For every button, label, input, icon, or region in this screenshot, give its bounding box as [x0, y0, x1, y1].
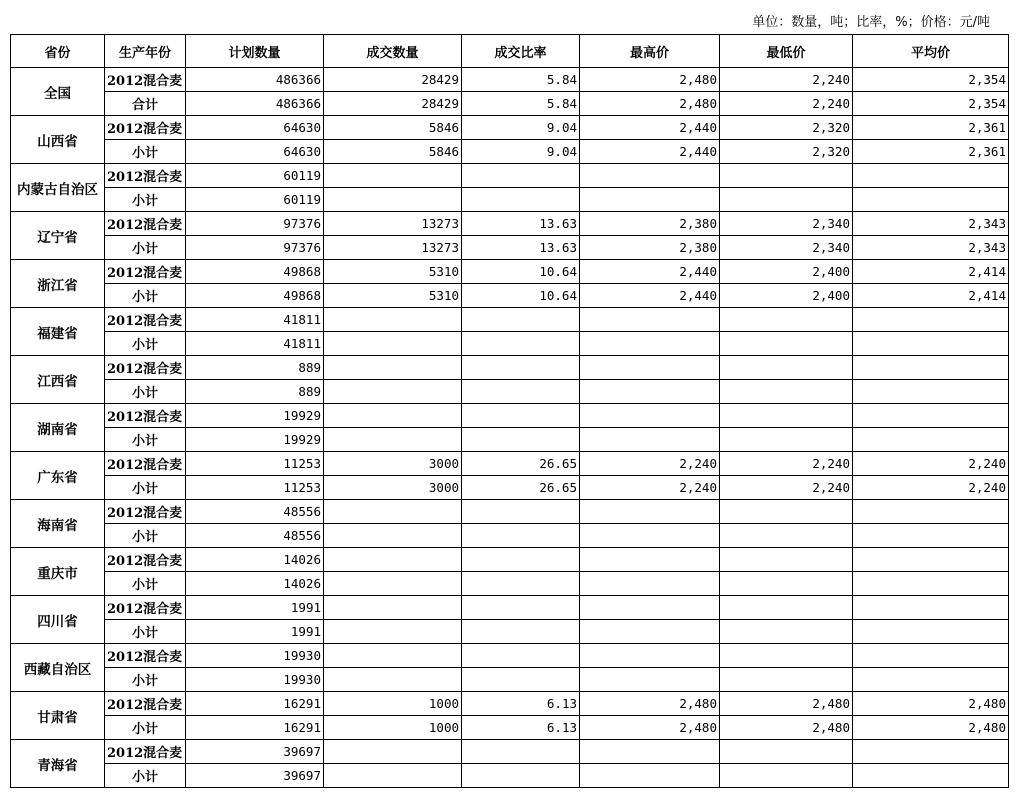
column-header: 生产年份 — [105, 35, 186, 68]
avg-cell — [853, 188, 1009, 212]
year-cell: 小计 — [105, 716, 186, 740]
plan-cell: 64630 — [186, 116, 324, 140]
table-row — [11, 548, 1009, 572]
min-cell — [720, 740, 853, 764]
deal-cell: 28429 — [324, 68, 462, 92]
plan-cell: 97376 — [186, 212, 324, 236]
table-row — [11, 620, 1009, 644]
table-row — [11, 572, 1009, 596]
deal-cell — [324, 308, 462, 332]
column-header: 最低价 — [720, 35, 853, 68]
avg-cell: 2,361 — [853, 140, 1009, 164]
avg-cell — [853, 500, 1009, 524]
max-cell: 2,240 — [580, 476, 720, 500]
year-cell: 小计 — [105, 668, 186, 692]
year-cell: 小计 — [105, 332, 186, 356]
province-cell: 甘肃省 — [11, 692, 105, 740]
max-cell — [580, 764, 720, 788]
ratio-cell: 5.84 — [462, 92, 580, 116]
deal-cell: 13273 — [324, 212, 462, 236]
max-cell — [580, 188, 720, 212]
max-cell — [580, 668, 720, 692]
min-cell: 2,400 — [720, 260, 853, 284]
year-cell: 小计 — [105, 140, 186, 164]
avg-cell — [853, 596, 1009, 620]
year-cell: 合计 — [105, 92, 186, 116]
max-cell — [580, 524, 720, 548]
ratio-cell — [462, 380, 580, 404]
avg-cell: 2,414 — [853, 284, 1009, 308]
table-row — [11, 332, 1009, 356]
column-header: 成交比率 — [462, 35, 580, 68]
table-row — [11, 716, 1009, 740]
min-cell — [720, 644, 853, 668]
plan-cell: 41811 — [186, 308, 324, 332]
ratio-cell — [462, 164, 580, 188]
year-cell: 2012混合麦 — [105, 164, 186, 188]
min-cell — [720, 332, 853, 356]
year-cell: 2012混合麦 — [105, 500, 186, 524]
ratio-cell: 26.65 — [462, 452, 580, 476]
avg-cell — [853, 308, 1009, 332]
avg-cell — [853, 572, 1009, 596]
deal-cell: 5310 — [324, 260, 462, 284]
ratio-cell: 13.63 — [462, 236, 580, 260]
ratio-cell — [462, 548, 580, 572]
plan-cell: 889 — [186, 356, 324, 380]
year-cell: 小计 — [105, 620, 186, 644]
ratio-cell: 9.04 — [462, 140, 580, 164]
header-row — [11, 35, 1009, 68]
year-cell: 2012混合麦 — [105, 308, 186, 332]
min-cell: 2,480 — [720, 692, 853, 716]
deal-cell — [324, 500, 462, 524]
max-cell — [580, 596, 720, 620]
plan-cell: 39697 — [186, 740, 324, 764]
max-cell: 2,440 — [580, 260, 720, 284]
year-cell: 2012混合麦 — [105, 692, 186, 716]
year-cell: 2012混合麦 — [105, 740, 186, 764]
year-cell: 2012混合麦 — [105, 116, 186, 140]
year-cell: 小计 — [105, 236, 186, 260]
min-cell — [720, 164, 853, 188]
max-cell — [580, 620, 720, 644]
year-cell: 2012混合麦 — [105, 260, 186, 284]
ratio-cell — [462, 500, 580, 524]
ratio-cell: 6.13 — [462, 716, 580, 740]
year-cell: 小计 — [105, 524, 186, 548]
ratio-cell — [462, 332, 580, 356]
avg-cell — [853, 764, 1009, 788]
table-row — [11, 188, 1009, 212]
plan-cell: 49868 — [186, 284, 324, 308]
province-cell: 山西省 — [11, 116, 105, 164]
deal-cell: 5846 — [324, 116, 462, 140]
avg-cell: 2,354 — [853, 68, 1009, 92]
table-row — [11, 140, 1009, 164]
min-cell: 2,240 — [720, 452, 853, 476]
plan-cell: 16291 — [186, 716, 324, 740]
year-cell: 2012混合麦 — [105, 212, 186, 236]
deal-cell: 1000 — [324, 692, 462, 716]
avg-cell — [853, 164, 1009, 188]
year-cell: 小计 — [105, 428, 186, 452]
table-row — [11, 380, 1009, 404]
table-row — [11, 596, 1009, 620]
province-cell: 福建省 — [11, 308, 105, 356]
min-cell: 2,320 — [720, 116, 853, 140]
deal-cell — [324, 356, 462, 380]
plan-cell: 19930 — [186, 644, 324, 668]
table-row — [11, 308, 1009, 332]
table-row — [11, 644, 1009, 668]
max-cell — [580, 356, 720, 380]
avg-cell — [853, 380, 1009, 404]
max-cell: 2,380 — [580, 212, 720, 236]
year-cell: 小计 — [105, 476, 186, 500]
min-cell: 2,340 — [720, 236, 853, 260]
deal-cell: 13273 — [324, 236, 462, 260]
min-cell — [720, 548, 853, 572]
max-cell: 2,480 — [580, 68, 720, 92]
province-cell: 内蒙古自治区 — [11, 164, 105, 212]
table-row — [11, 668, 1009, 692]
year-cell: 小计 — [105, 284, 186, 308]
avg-cell — [853, 428, 1009, 452]
plan-cell: 41811 — [186, 332, 324, 356]
plan-cell: 14026 — [186, 548, 324, 572]
min-cell: 2,400 — [720, 284, 853, 308]
max-cell: 2,480 — [580, 92, 720, 116]
deal-cell: 3000 — [324, 452, 462, 476]
min-cell — [720, 308, 853, 332]
plan-cell: 11253 — [186, 452, 324, 476]
avg-cell — [853, 740, 1009, 764]
min-cell: 2,240 — [720, 68, 853, 92]
year-cell: 小计 — [105, 188, 186, 212]
deal-cell — [324, 596, 462, 620]
auction-result-table — [10, 34, 1009, 788]
min-cell — [720, 524, 853, 548]
deal-cell: 28429 — [324, 92, 462, 116]
plan-cell: 49868 — [186, 260, 324, 284]
deal-cell — [324, 164, 462, 188]
table-row — [11, 764, 1009, 788]
max-cell — [580, 404, 720, 428]
avg-cell: 2,240 — [853, 452, 1009, 476]
ratio-cell: 9.04 — [462, 116, 580, 140]
max-cell — [580, 740, 720, 764]
deal-cell — [324, 188, 462, 212]
plan-cell: 1991 — [186, 596, 324, 620]
min-cell — [720, 356, 853, 380]
province-cell: 青海省 — [11, 740, 105, 788]
plan-cell: 19929 — [186, 404, 324, 428]
table-row — [11, 452, 1009, 476]
table-row — [11, 236, 1009, 260]
ratio-cell — [462, 620, 580, 644]
max-cell — [580, 380, 720, 404]
ratio-cell — [462, 428, 580, 452]
table-row — [11, 356, 1009, 380]
deal-cell — [324, 644, 462, 668]
deal-cell: 5310 — [324, 284, 462, 308]
table-row — [11, 692, 1009, 716]
column-header: 成交数量 — [324, 35, 462, 68]
province-cell: 广东省 — [11, 452, 105, 500]
plan-cell: 60119 — [186, 164, 324, 188]
max-cell — [580, 308, 720, 332]
deal-cell — [324, 668, 462, 692]
year-cell: 2012混合麦 — [105, 644, 186, 668]
column-header: 计划数量 — [186, 35, 324, 68]
plan-cell: 889 — [186, 380, 324, 404]
avg-cell — [853, 404, 1009, 428]
table-row — [11, 740, 1009, 764]
table-row — [11, 92, 1009, 116]
max-cell — [580, 428, 720, 452]
ratio-cell — [462, 524, 580, 548]
max-cell: 2,440 — [580, 140, 720, 164]
plan-cell: 16291 — [186, 692, 324, 716]
province-cell: 全国 — [11, 68, 105, 116]
min-cell — [720, 188, 853, 212]
plan-cell: 19929 — [186, 428, 324, 452]
min-cell: 2,320 — [720, 140, 853, 164]
plan-cell: 486366 — [186, 92, 324, 116]
avg-cell: 2,414 — [853, 260, 1009, 284]
table-row — [11, 260, 1009, 284]
ratio-cell: 10.64 — [462, 284, 580, 308]
min-cell — [720, 380, 853, 404]
ratio-cell — [462, 764, 580, 788]
plan-cell: 1991 — [186, 620, 324, 644]
deal-cell — [324, 332, 462, 356]
year-cell: 小计 — [105, 764, 186, 788]
min-cell — [720, 428, 853, 452]
max-cell — [580, 332, 720, 356]
ratio-cell — [462, 740, 580, 764]
province-cell: 西藏自治区 — [11, 644, 105, 692]
deal-cell: 3000 — [324, 476, 462, 500]
avg-cell: 2,361 — [853, 116, 1009, 140]
min-cell: 2,240 — [720, 476, 853, 500]
max-cell — [580, 164, 720, 188]
unit-note: 单位：数量，吨；比率，%；价格：元/吨 — [752, 15, 990, 30]
province-cell: 湖南省 — [11, 404, 105, 452]
ratio-cell — [462, 668, 580, 692]
max-cell: 2,240 — [580, 452, 720, 476]
year-cell: 2012混合麦 — [105, 452, 186, 476]
table-row — [11, 428, 1009, 452]
avg-cell — [853, 620, 1009, 644]
max-cell: 2,480 — [580, 692, 720, 716]
deal-cell: 1000 — [324, 716, 462, 740]
ratio-cell: 26.65 — [462, 476, 580, 500]
ratio-cell — [462, 356, 580, 380]
avg-cell — [853, 524, 1009, 548]
table-row — [11, 284, 1009, 308]
min-cell: 2,240 — [720, 92, 853, 116]
year-cell: 2012混合麦 — [105, 548, 186, 572]
deal-cell — [324, 548, 462, 572]
max-cell: 2,440 — [580, 116, 720, 140]
table-row — [11, 404, 1009, 428]
deal-cell — [324, 428, 462, 452]
deal-cell: 5846 — [324, 140, 462, 164]
avg-cell: 2,343 — [853, 212, 1009, 236]
avg-cell: 2,354 — [853, 92, 1009, 116]
province-cell: 四川省 — [11, 596, 105, 644]
table-row — [11, 500, 1009, 524]
plan-cell: 64630 — [186, 140, 324, 164]
min-cell — [720, 764, 853, 788]
ratio-cell — [462, 572, 580, 596]
ratio-cell: 6.13 — [462, 692, 580, 716]
year-cell: 小计 — [105, 572, 186, 596]
max-cell — [580, 500, 720, 524]
year-cell: 2012混合麦 — [105, 356, 186, 380]
min-cell — [720, 596, 853, 620]
ratio-cell: 13.63 — [462, 212, 580, 236]
province-cell: 重庆市 — [11, 548, 105, 596]
ratio-cell — [462, 644, 580, 668]
deal-cell — [324, 404, 462, 428]
max-cell — [580, 572, 720, 596]
min-cell: 2,340 — [720, 212, 853, 236]
max-cell — [580, 548, 720, 572]
max-cell: 2,440 — [580, 284, 720, 308]
province-cell: 辽宁省 — [11, 212, 105, 260]
avg-cell — [853, 644, 1009, 668]
plan-cell: 39697 — [186, 764, 324, 788]
avg-cell: 2,343 — [853, 236, 1009, 260]
table-row — [11, 524, 1009, 548]
ratio-cell: 5.84 — [462, 68, 580, 92]
ratio-cell — [462, 188, 580, 212]
year-cell: 2012混合麦 — [105, 68, 186, 92]
min-cell: 2,480 — [720, 716, 853, 740]
year-cell: 2012混合麦 — [105, 404, 186, 428]
column-header: 平均价 — [853, 35, 1009, 68]
min-cell — [720, 620, 853, 644]
plan-cell: 14026 — [186, 572, 324, 596]
max-cell: 2,380 — [580, 236, 720, 260]
province-cell: 江西省 — [11, 356, 105, 404]
ratio-cell — [462, 308, 580, 332]
min-cell — [720, 572, 853, 596]
min-cell — [720, 404, 853, 428]
table-row — [11, 212, 1009, 236]
table-row — [11, 164, 1009, 188]
deal-cell — [324, 524, 462, 548]
plan-cell: 11253 — [186, 476, 324, 500]
ratio-cell: 10.64 — [462, 260, 580, 284]
plan-cell: 97376 — [186, 236, 324, 260]
deal-cell — [324, 764, 462, 788]
plan-cell: 48556 — [186, 524, 324, 548]
deal-cell — [324, 380, 462, 404]
plan-cell: 19930 — [186, 668, 324, 692]
min-cell — [720, 668, 853, 692]
avg-cell — [853, 668, 1009, 692]
max-cell: 2,480 — [580, 716, 720, 740]
avg-cell — [853, 332, 1009, 356]
avg-cell — [853, 356, 1009, 380]
avg-cell: 2,240 — [853, 476, 1009, 500]
table-row — [11, 68, 1009, 92]
table-row — [11, 476, 1009, 500]
province-cell: 海南省 — [11, 500, 105, 548]
ratio-cell — [462, 404, 580, 428]
deal-cell — [324, 620, 462, 644]
column-header: 最高价 — [580, 35, 720, 68]
deal-cell — [324, 572, 462, 596]
ratio-cell — [462, 596, 580, 620]
plan-cell: 486366 — [186, 68, 324, 92]
plan-cell: 60119 — [186, 188, 324, 212]
plan-cell: 48556 — [186, 500, 324, 524]
year-cell: 小计 — [105, 380, 186, 404]
max-cell — [580, 644, 720, 668]
min-cell — [720, 500, 853, 524]
table-row — [11, 116, 1009, 140]
deal-cell — [324, 740, 462, 764]
year-cell: 2012混合麦 — [105, 596, 186, 620]
avg-cell — [853, 548, 1009, 572]
column-header: 省份 — [11, 35, 105, 68]
avg-cell: 2,480 — [853, 692, 1009, 716]
avg-cell: 2,480 — [853, 716, 1009, 740]
province-cell: 浙江省 — [11, 260, 105, 308]
